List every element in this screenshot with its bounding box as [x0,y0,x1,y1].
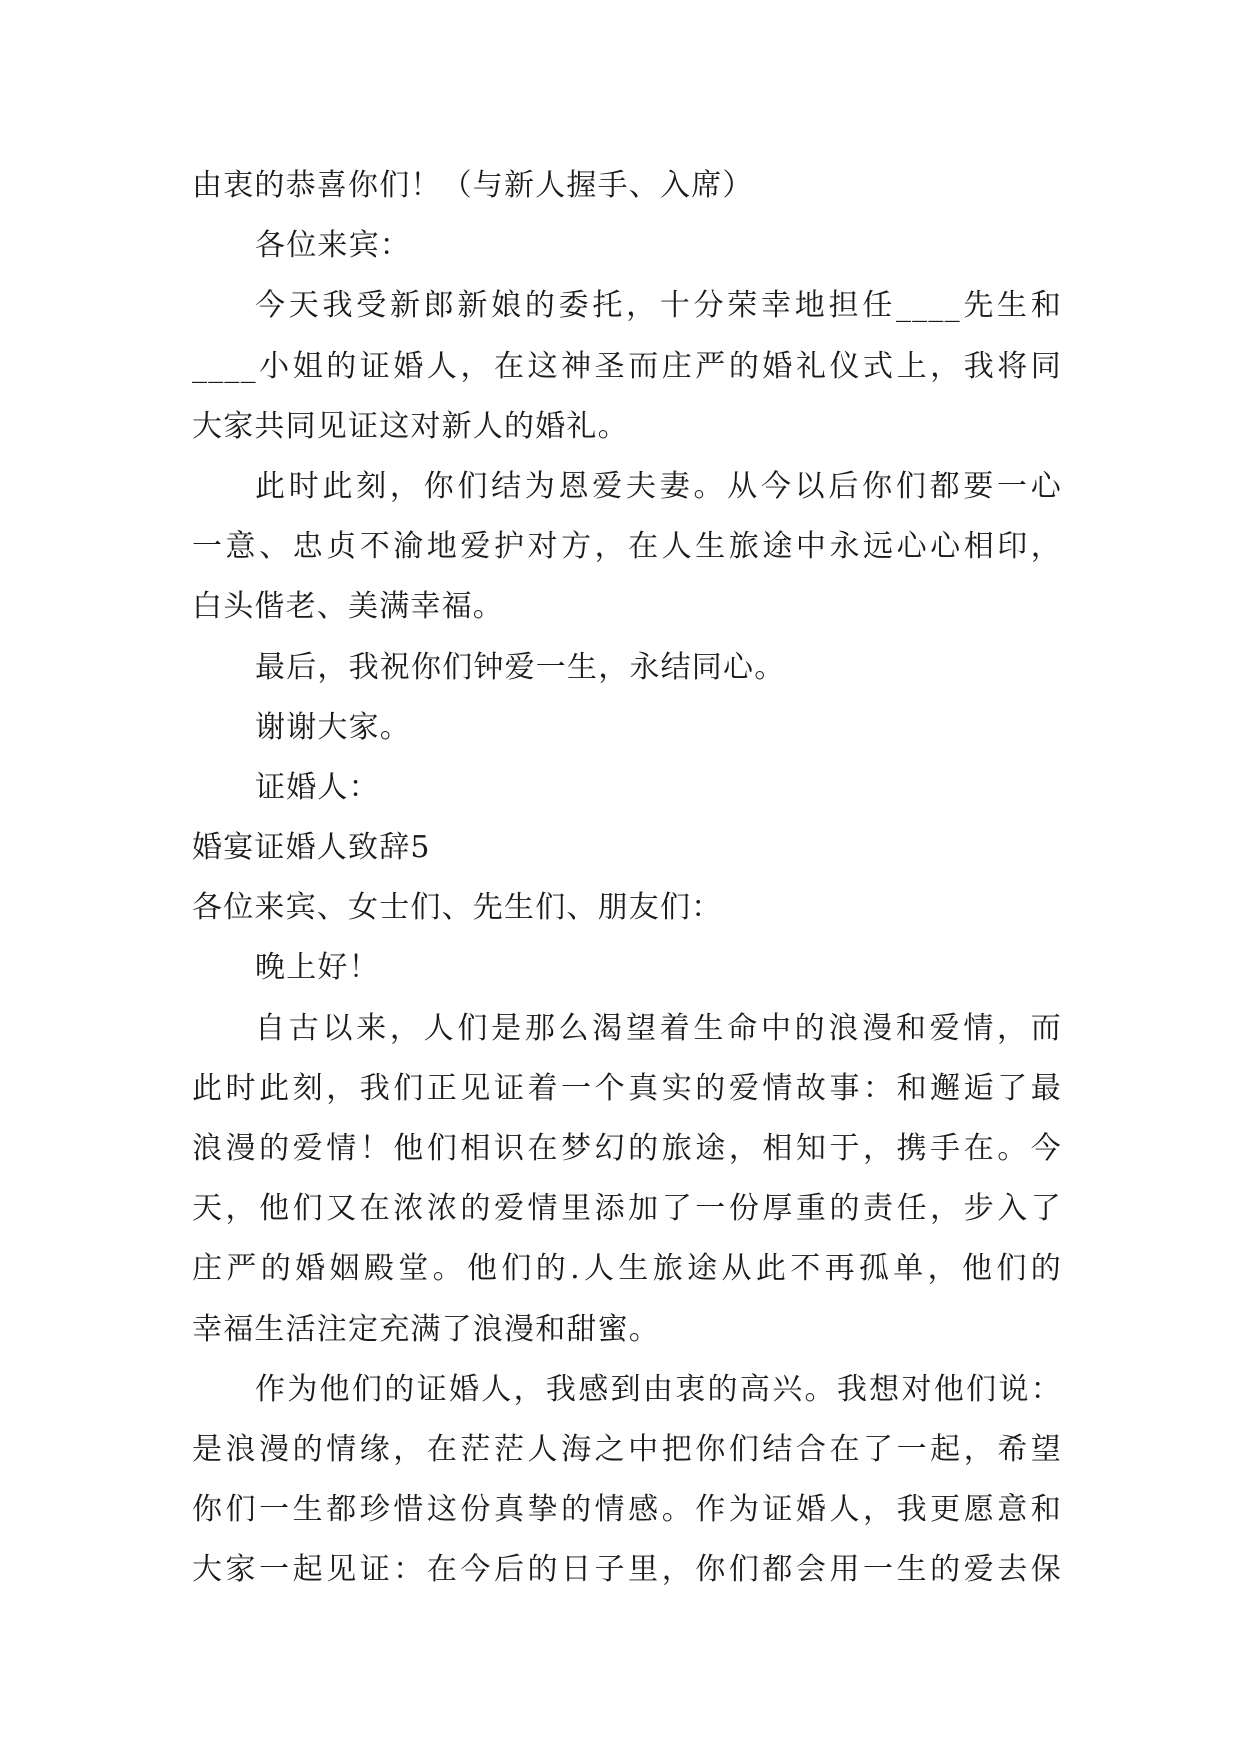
text-line: 浪漫的爱情！他们相识在梦幻的旅途，相知于，携手在。今 [192,1131,1062,1166]
text-line: 证婚人： [255,769,380,805]
document-body [192,156,1062,1601]
text-line: 此时此刻，你们结为恩爱夫妻。从今以后你们都要一心 [255,468,1062,504]
text-line: 作为他们的证婚人，我感到由衷的高兴。我想对他们说： [255,1371,1062,1407]
text-line: 此时此刻，我们正见证着一个真实的爱情故事：和邂逅了最 [192,1070,1062,1106]
text-line: 各位来宾： [255,228,411,264]
text-line: 白头偕老、美满幸福。 [192,589,504,625]
text-line: 你们一生都珍惜这份真挚的情感。作为证婚人，我更愿意和 [192,1492,1062,1528]
text-line: 最后，我祝你们钟爱一生，永结同心。 [255,649,786,685]
text-line: 庄严的婚姻殿堂。他们的.人生旅途从此不再孤单，他们的 [192,1251,1062,1287]
text-line: 今天我受新郎新娘的委托，十分荣幸地担任____先生和 [255,288,1062,324]
text-line: 幸福生活注定充满了浪漫和甜蜜。 [192,1311,660,1347]
text-line: 谢谢大家。 [255,709,411,745]
text-line: 大家共同见证这对新人的婚礼。 [192,408,629,444]
text-line: 天，他们又在浓浓的爱情里添加了一份厚重的责任，步入了 [192,1191,1062,1227]
text-line: 自古以来，人们是那么渴望着生命中的浪漫和爱情，而 [255,1010,1062,1046]
text-line: 婚宴证婚人致辞5 [192,830,431,866]
text-line: 一意、忠贞不渝地爱护对方，在人生旅途中永远心心相印， [192,529,1062,565]
text-line: 由衷的恭喜你们！（与新人握手、入席） [192,168,754,203]
text-line: 晚上好！ [255,950,380,986]
text-line: ____小姐的证婚人，在这神圣而庄严的婚礼仪式上，我将同 [192,348,1062,384]
text-line: 是浪漫的情缘，在茫茫人海之中把你们结合在了一起，希望 [192,1431,1062,1467]
text-line: 大家一起见证：在今后的日子里，你们都会用一生的爱去保 [192,1552,1062,1588]
text-line: 各位来宾、女士们、先生们、朋友们： [192,890,723,926]
